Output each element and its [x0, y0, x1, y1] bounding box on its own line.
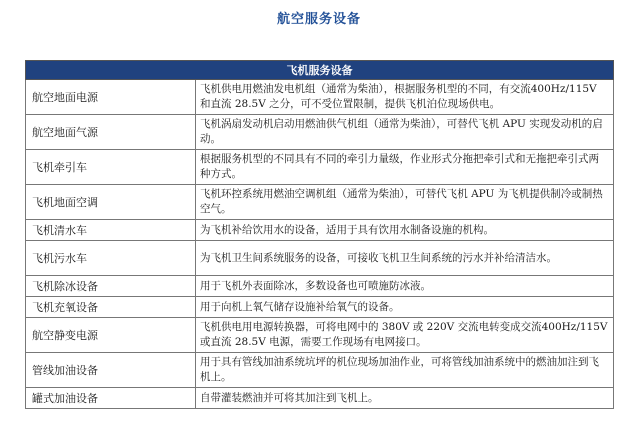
table-row — [26, 353, 614, 388]
equipment-name-cell: 航空地面气源 — [26, 115, 196, 150]
equipment-name-cell: 飞机地面空调 — [26, 185, 196, 220]
equipment-name-cell: 航空地面电源 — [26, 80, 196, 115]
table-row — [26, 276, 614, 297]
table-row — [26, 297, 614, 318]
equipment-description-cell: 用于向机上氧气储存设施补给氧气的设备。 — [196, 297, 614, 318]
table-row — [26, 388, 614, 409]
table-row — [26, 185, 614, 220]
equipment-description-cell: 为飞机补给饮用水的设备，适用于具有饮用水制备设施的机构。 — [196, 220, 614, 241]
equipment-description-cell: 飞机涡扇发动机启动用燃油供气机组（通常为柴油），可替代飞机 APU 实现发动机的启动。 — [196, 115, 614, 150]
equipment-table-container — [25, 60, 613, 409]
equipment-description-cell: 用于飞机外表面除冰，多数设备也可喷施防冰液。 — [196, 276, 614, 297]
page-title: 航空服务设备 — [276, 12, 361, 27]
table-row — [26, 318, 614, 353]
table-row — [26, 220, 614, 241]
equipment-description-cell: 用于具有管线加油系统坑坪的机位现场加油作业，可将管线加油系统中的燃油加注到飞机上。 — [196, 353, 614, 388]
equipment-description-cell: 飞机供电用燃油发电机组（通常为柴油），根据服务机型的不同，有交流400Hz/115V 和直流 28.5V 之分，可不受位置限制，提供飞机泊位现场供电。 — [196, 80, 614, 115]
table-header: 飞机服务设备 — [26, 61, 614, 80]
table-row — [26, 150, 614, 185]
equipment-name-cell: 飞机除冰设备 — [26, 276, 196, 297]
equipment-name-cell: 飞机充氧设备 — [26, 297, 196, 318]
equipment-name-cell: 飞机清水车 — [26, 220, 196, 241]
equipment-name-cell: 罐式加油设备 — [26, 388, 196, 409]
equipment-description-cell: 飞机供电用电源转换器，可将电网中的 380V 或 220V 交流电转变成交流400Hz/115V 或直流 28.5V 电源，需要工作现场有电网接口。 — [196, 318, 614, 353]
table-body — [26, 80, 614, 409]
table-row — [26, 241, 614, 276]
equipment-description-cell: 根据服务机型的不同具有不同的牵引力量级，作业形式分拖把牵引式和无拖把牵引式两种方式。 — [196, 150, 614, 185]
equipment-description-cell: 飞机环控系统用燃油空调机组（通常为柴油），可替代飞机 APU 为飞机提供制冷或制热空气。 — [196, 185, 614, 220]
equipment-name-cell: 飞机牵引车 — [26, 150, 196, 185]
equipment-name-cell: 飞机污水车 — [26, 241, 196, 276]
table-row — [26, 115, 614, 150]
equipment-description-cell: 为飞机卫生间系统服务的设备，可接收飞机卫生间系统的污水并补给清洁水。 — [196, 241, 614, 276]
equipment-name-cell: 管线加油设备 — [26, 353, 196, 388]
equipment-description-cell: 自带灌装燃油并可将其加注到飞机上。 — [196, 388, 614, 409]
equipment-table — [25, 60, 614, 409]
equipment-name-cell: 航空静变电源 — [26, 318, 196, 353]
table-row — [26, 80, 614, 115]
